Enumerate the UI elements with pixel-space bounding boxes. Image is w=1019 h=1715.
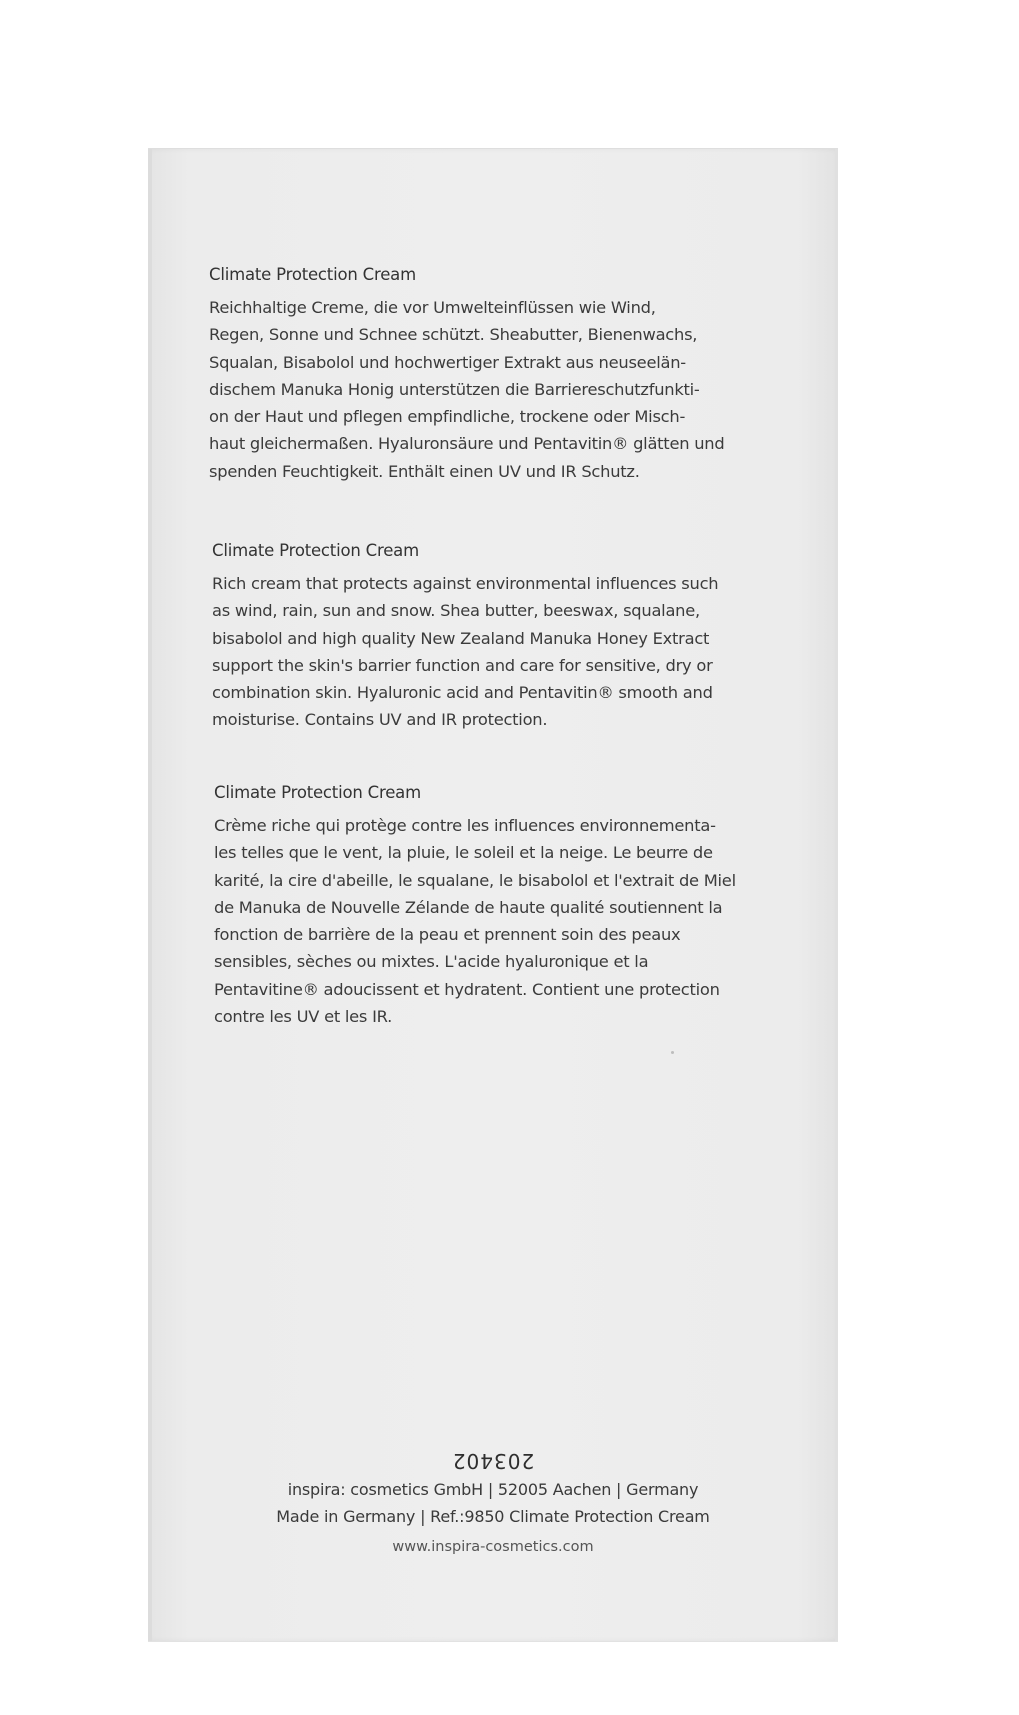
section-title: Climate Protection Cream: [212, 541, 419, 560]
company-line: inspira: cosmetics GmbH | 52005 Aachen | Germany: [287, 1480, 699, 1499]
section-line: as wind, rain, sun and snow. Shea butter, beeswax, squalane,: [212, 601, 700, 621]
section-line: Rich cream that protects against environmental influences such: [212, 574, 719, 593]
section-line: spenden Feuchtigkeit. Enthält einen UV und IR Schutz.: [209, 461, 640, 481]
section-line: moisturise. Contains UV and IR protection.: [212, 710, 548, 730]
section-line: support the skin's barrier function and care for sensitive, dry or: [212, 655, 713, 675]
section-line: bisabolol and high quality New Zealand Manuka Honey Extract: [212, 628, 710, 648]
batch-code: 203402: [451, 1449, 535, 1473]
box-left-edge: [148, 149, 152, 1641]
origin-line: Made in Germany | Ref.:9850 Climate Protection Cream: [276, 1507, 710, 1526]
section-line: de Manuka de Nouvelle Zélande de haute qualité soutiennent la: [214, 897, 723, 917]
section-title: Climate Protection Cream: [209, 265, 416, 284]
section-line: on der Haut und pflegen empfindliche, trockene oder Misch-: [209, 407, 686, 427]
section-line: haut gleichermaßen. Hyaluronsäure und Pentavitin® glätten und: [209, 434, 725, 454]
box-right-edge: [835, 149, 838, 1641]
section-line: sensibles, sèches ou mixtes. L'acide hyaluronique et la: [214, 952, 649, 972]
section-line: fonction de barrière de la peau et prennent soin des peaux: [214, 925, 681, 945]
section-english: [212, 541, 802, 734]
section-french: [214, 783, 804, 1030]
section-line: Squalan, Bisabolol und hochwertiger Extrakt aus neuseelän-: [209, 352, 686, 372]
section-title: Climate Protection Cream: [214, 783, 421, 802]
section-line: contre les UV et les IR.: [214, 1007, 393, 1027]
section-line: Regen, Sonne und Schnee schützt. Sheabutter, Bienenwachs,: [209, 325, 698, 345]
section-line: Reichhaltige Creme, die vor Umwelteinflüssen wie Wind,: [209, 298, 656, 317]
surface-speck: [671, 1051, 674, 1054]
section-line: les telles que le vent, la pluie, le soleil et la neige. Le beurre de: [214, 843, 713, 863]
section-line: karité, la cire d'abeille, le squalane, le bisabolol et l'extrait de Miel: [214, 870, 736, 890]
section-line: Pentavitine® adoucissent et hydratent. Contient une protection: [214, 979, 720, 999]
section-line: dischem Manuka Honig unterstützen die Barriereschutzfunkti-: [209, 379, 700, 399]
section-german: [209, 265, 799, 485]
product-box-back: [148, 148, 838, 1642]
section-line: combination skin. Hyaluronic acid and Pentavitin® smooth and: [212, 683, 713, 703]
website-url: www.inspira-cosmetics.com: [392, 1539, 594, 1555]
section-line: Crème riche qui protège contre les influences environnementa-: [214, 816, 716, 835]
manufacturer-info: [148, 1476, 838, 1530]
